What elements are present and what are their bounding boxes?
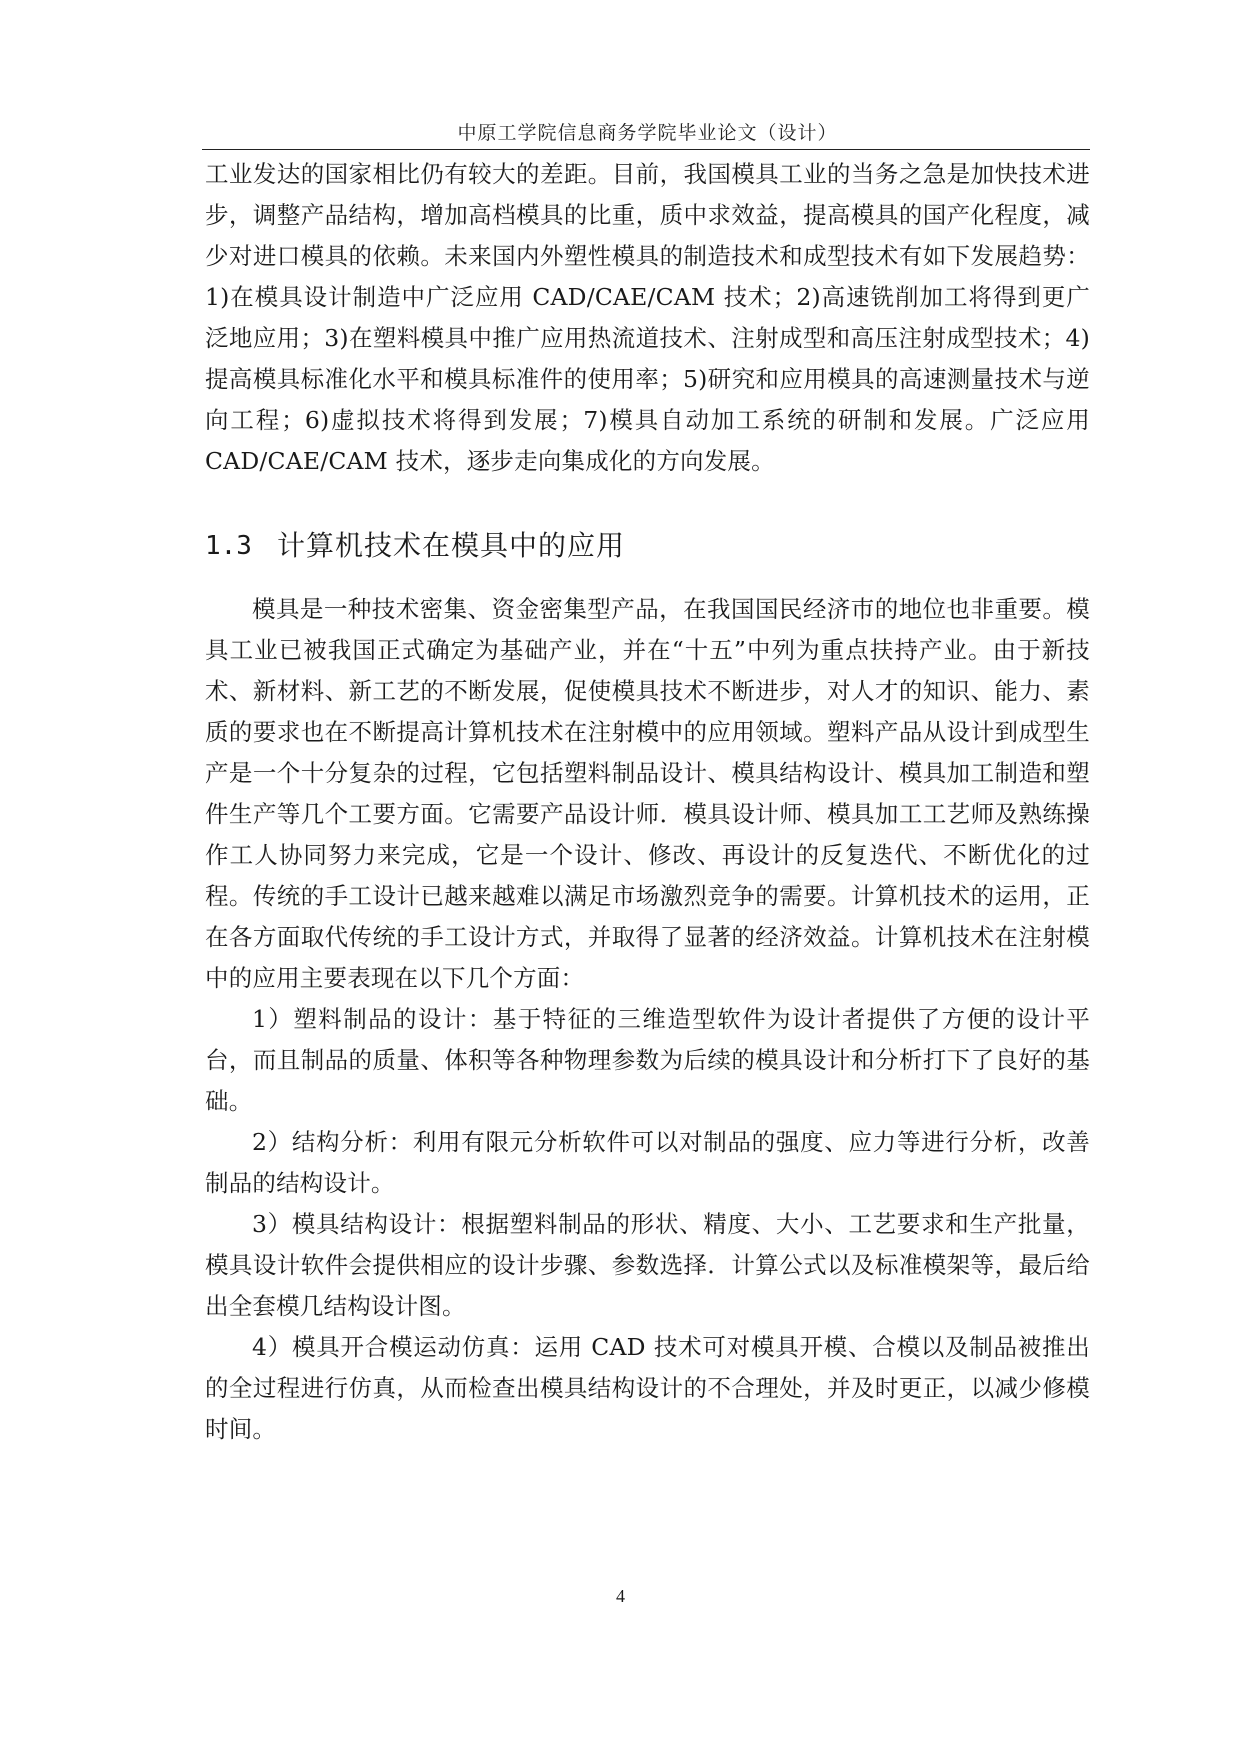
header-rule bbox=[202, 149, 1090, 150]
list-item-product-design: 1）塑料制品的设计：基于特征的三维造型软件为设计者提供了方便的设计平台，而且制品的质量、体积等各种物理参数为后续的模具设计和分析打下了良好的基础。 bbox=[205, 1005, 1090, 1115]
list-item-mold-motion-simulation: 4）模具开合模运动仿真：运用 CAD 技术可对模具开模、合模以及制品被推出的全过程进行仿真，从而检查出模具结构设计的不合理处，并及时更正，以减少修模时间。 bbox=[205, 1333, 1090, 1443]
list-item-structure-analysis: 2）结构分析：利用有限元分析软件可以对制品的强度、应力等进行分析，改善制品的结构设计。 bbox=[205, 1128, 1090, 1197]
page-number: 4 bbox=[616, 1586, 625, 1606]
intro-paragraph: 工业发达的国家相比仍有较大的差距。目前，我国模具工业的当务之急是加快技术进步，调整产品结构，增加高档模具的比重，质中求效益，提高模具的国产化程度，减少对进口模具的依赖。未来国内外塑性模具的制造技术和成型技术有如下发展趋势：1)在模具设计制造中广泛应用 CAD/CAE/CAM 技术；2)高速铣削加工将得到更广泛地应用；3)在塑料模具中推广应用热流道技术、注射成型和高压注射成型技术；4)提高模具标准化水平和模具标准件的使用率；5)研究和应用模具的高速测量技术与逆向工程；6)虚拟技术将得到发展；7)模具自动加工系统的研制和发展。广泛应用 CAD/CAE/CAM 技术，逐步走向集成化的方向发展。 bbox=[205, 160, 1090, 475]
body-paragraph-overview: 模具是一种技术密集、资金密集型产品，在我国国民经济巿的地位也非重要。模具工业已被我国正式确定为基础产业，并在“十五”中列为重点扶持产业。由于新技术、新材料、新工艺的不断发展，促使模具技术不断进步，对人才的知识、能力、素质的要求也在不断提高计算机技术在注射模中的应用领域。塑料产品从设计到成型生产是一个十分复杂的过程，它包括塑料制品设计、模具结构设计、模具加工制造和塑件生产等几个工要方面。它需要产品设计师．模具设计师、模具加工工艺师及熟练操作工人协同努力来完成，它是一个设计、修改、再设计的反复迭代、不断优化的过程。传统的手工设计已越来越难以满足市场激烈竞争的需要。计算机技术的运用，正在各方面取代传统的手工设计方式，并取得了显著的经济效益。计算机技术在注射模中的应用主要表现在以下几个方面： bbox=[205, 595, 1090, 992]
page-content bbox=[205, 154, 1090, 1450]
section-title: 计算机技术在模具中的应用 bbox=[277, 529, 626, 562]
list-item-mold-structure-design: 3）模具结构设计：根据塑料制品的形状、精度、大小、工艺要求和生产批量，模具设计软件会提供相应的设计步骤、参数选择．计算公式以及标准模架等，最后给出全套模几结构设计图。 bbox=[205, 1210, 1090, 1320]
section-heading bbox=[205, 524, 1090, 568]
section-number: 1.3 bbox=[205, 531, 252, 561]
page-header-title: 中原工学院信息商务学院毕业论文（设计） bbox=[457, 122, 838, 144]
